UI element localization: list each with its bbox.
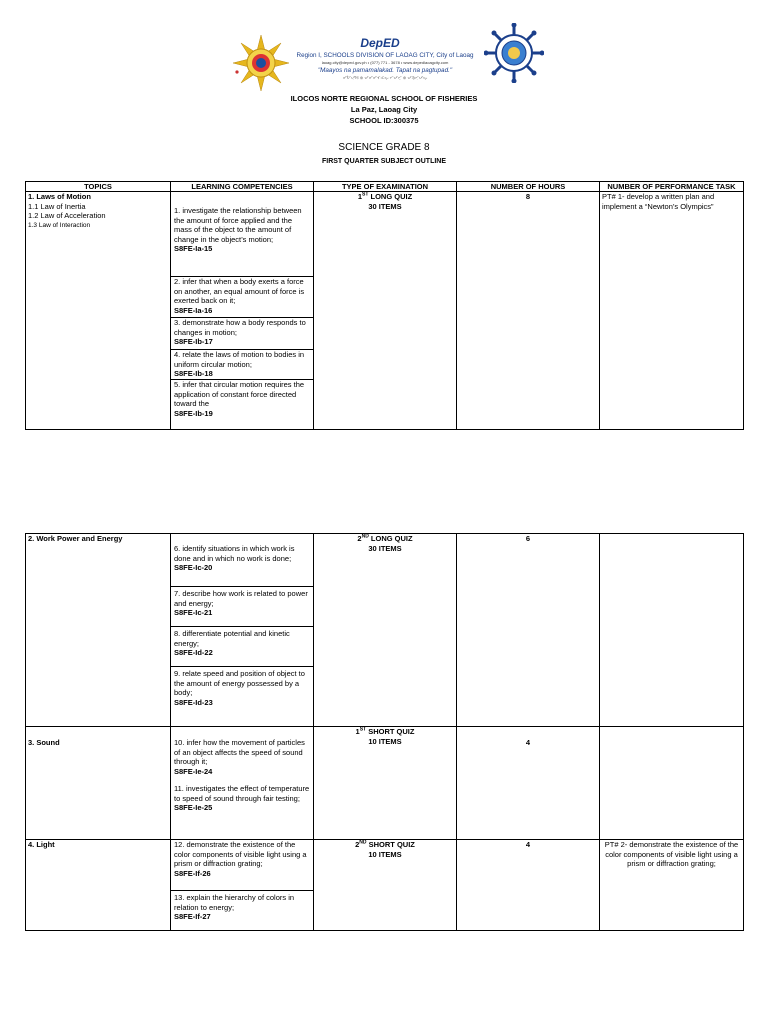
motto-script: ᜋᜀᜌᜓᜐ᜔ ᜈ ᜉᜋᜋᜎᜃᜇ᜔ ᜆᜉᜆ᜔ ᜈ ᜉᜄ᜔ᜆᜓᜉᜇ᜔ xyxy=(342,75,428,80)
table-row xyxy=(26,840,744,931)
exam-type: SHORT QUIZ xyxy=(368,727,415,736)
motto: "Maayos na pamamalakad. Tapat na pagtupad." xyxy=(317,67,453,74)
competency-text: 3. demonstrate how a body responds to changes in motion; xyxy=(174,318,306,337)
competency-code: S8FE-Ia-16 xyxy=(174,305,213,315)
exam-items: 10 ITEMS xyxy=(368,849,402,859)
topic-cell xyxy=(26,192,171,430)
performance-task-cell: PT# 1- develop a written plan and implement a “Newton’s Olympics” xyxy=(600,192,744,430)
competency-item xyxy=(171,277,313,318)
col-header-topics: TOPICS xyxy=(26,182,171,192)
contact-line: laoag.city@deped.gov.ph • (077) 771 - 3678 • www.depedlaoagcity.com xyxy=(321,60,449,65)
deped-logo: DepED xyxy=(360,36,400,50)
outline-table-2 xyxy=(25,533,744,931)
competency-text: 2. infer that when a body exerts a force on another, an equal amount of force is exerted back on it; xyxy=(174,277,305,306)
exam-ordinal: 2 xyxy=(357,534,362,543)
competency-code: S8FE-If-27 xyxy=(174,912,211,922)
subtopic: 1.1 Law of Inertia xyxy=(28,201,86,211)
exam-cell xyxy=(314,192,457,430)
competency-item xyxy=(171,587,313,627)
competency-code: S8FE-Ic-21 xyxy=(174,608,213,618)
competency-code: S8FE-Ie-25 xyxy=(174,803,213,813)
exam-type: LONG QUIZ xyxy=(370,192,413,201)
school-id: SCHOOL ID:300375 xyxy=(349,116,419,125)
competency-text: 7. describe how work is related to power and energy; xyxy=(174,589,308,608)
hours-cell xyxy=(457,727,600,840)
competency-code: S8FE-Ic-20 xyxy=(174,563,213,573)
competency-item xyxy=(171,667,313,707)
competency-item xyxy=(171,891,313,922)
competency-item xyxy=(171,350,313,380)
competency-item xyxy=(171,380,313,418)
competency-text: 6. identify situations in which work is done and in which no work is done; xyxy=(174,544,295,563)
school-name: ILOCOS NORTE REGIONAL SCHOOL OF FISHERIES xyxy=(290,94,478,103)
competency-text: 11. investigates the effect of temperature to speed of sound through fair testing; xyxy=(174,784,310,803)
exam-cell xyxy=(314,840,457,931)
page-subtitle: FIRST QUARTER SUBJECT OUTLINE xyxy=(321,158,447,165)
competency-item xyxy=(171,318,313,350)
topic-title: 3. Sound xyxy=(28,738,60,747)
topic-cell xyxy=(26,727,171,840)
competency-code: S8FE-If-26 xyxy=(174,868,211,878)
competencies-cell xyxy=(171,840,314,931)
competency-item xyxy=(171,784,313,813)
exam-items: 30 ITEMS xyxy=(368,201,402,211)
col-header-competencies: LEARNING COMPETENCIES xyxy=(171,182,314,192)
table-row xyxy=(26,727,744,840)
division-seal-logo xyxy=(484,23,544,83)
competencies-cell xyxy=(171,727,314,840)
competency-text: 5. infer that circular motion requires the application of constant force directed toward the xyxy=(174,380,305,409)
exam-ordinal: 1 xyxy=(355,727,360,736)
topic-title: 1. Laws of Motion xyxy=(28,192,91,201)
topic-cell: 2. Work Power and Energy xyxy=(26,534,171,727)
exam-ordinal-suffix: ND xyxy=(359,839,367,846)
exam-ordinal: 1 xyxy=(357,192,362,201)
table-row xyxy=(26,534,744,727)
competency-item xyxy=(171,192,313,277)
region-line: Region I, SCHOOLS DIVISION OF LAOAG CITY, City of Laoag xyxy=(296,52,474,59)
col-header-performance-task: NUMBER OF PERFORMANCE TASK xyxy=(600,182,744,192)
hours-cell: 8 xyxy=(457,192,600,430)
performance-task-cell: PT# 2- demonstrate the existence of the color components of visible light using a prism or diffraction grating; xyxy=(600,840,744,931)
hours-cell: 4 xyxy=(457,840,600,931)
competencies-cell xyxy=(171,534,314,727)
hours-value: 4 xyxy=(525,738,531,747)
hours-cell: 6 xyxy=(457,534,600,727)
page-title: SCIENCE GRADE 8 xyxy=(338,142,430,153)
competency-code: S8FE-Id-22 xyxy=(174,648,213,658)
exam-ordinal-suffix: ST xyxy=(362,191,369,198)
competency-text: 13. explain the hierarchy of colors in relation to energy; xyxy=(174,893,295,912)
col-header-hours: NUMBER OF HOURS xyxy=(457,182,600,192)
outline-table-1 xyxy=(25,181,744,430)
table-row xyxy=(26,192,744,430)
exam-ordinal-suffix: ST xyxy=(359,726,367,733)
competencies-cell xyxy=(171,192,314,430)
performance-task-cell xyxy=(600,534,744,727)
performance-task-cell xyxy=(600,727,744,840)
competency-code: S8FE-Ib-19 xyxy=(174,408,213,418)
exam-ordinal: 2 xyxy=(355,840,360,849)
competency-text: 12. demonstrate the existence of the color components of visible light using a prism or diffraction grating; xyxy=(174,840,307,869)
competency-code: S8FE-Ie-24 xyxy=(174,766,213,776)
exam-cell xyxy=(314,534,457,727)
subtopic: 1.2 Law of Acceleration xyxy=(28,211,106,221)
competency-text: 10. infer how the movement of particles of an object affects the speed of sound through it; xyxy=(174,738,305,767)
competency-code: S8FE-Ia-15 xyxy=(174,244,213,254)
competency-code: S8FE-Id-23 xyxy=(174,697,213,707)
competency-text: 9. relate speed and position of object to the amount of energy possessed by a body; xyxy=(174,669,305,698)
school-address: La Paz, Laoag City xyxy=(350,105,418,114)
exam-ordinal-suffix: ND xyxy=(361,533,369,540)
exam-cell xyxy=(314,727,457,840)
col-header-exam-type: TYPE OF EXAMINATION xyxy=(314,182,457,192)
city-seal-logo xyxy=(232,34,290,92)
competency-item xyxy=(171,727,313,784)
exam-items: 30 ITEMS xyxy=(368,543,402,553)
subtopic: 1.3 Law of Interaction xyxy=(28,221,91,229)
competency-text: 1. investigate the relationship between the amount of force applied and the mass of the object to the amount of change in the object’s motion; xyxy=(174,206,302,244)
topic-cell: 4. Light xyxy=(26,840,171,931)
competency-code: S8FE-Ib-18 xyxy=(174,369,213,379)
competency-item xyxy=(171,534,313,587)
competency-text: 4. relate the laws of motion to bodies in uniform circular motion; xyxy=(174,350,305,369)
competency-text: 8. differentiate potential and kinetic energy; xyxy=(174,629,290,648)
table-header-row xyxy=(26,182,744,192)
competency-code: S8FE-Ib-17 xyxy=(174,337,213,347)
competency-item xyxy=(171,627,313,667)
exam-items: 10 ITEMS xyxy=(368,736,402,746)
exam-type: LONG QUIZ xyxy=(370,534,413,543)
competency-item xyxy=(171,840,313,891)
exam-type: SHORT QUIZ xyxy=(368,840,415,849)
